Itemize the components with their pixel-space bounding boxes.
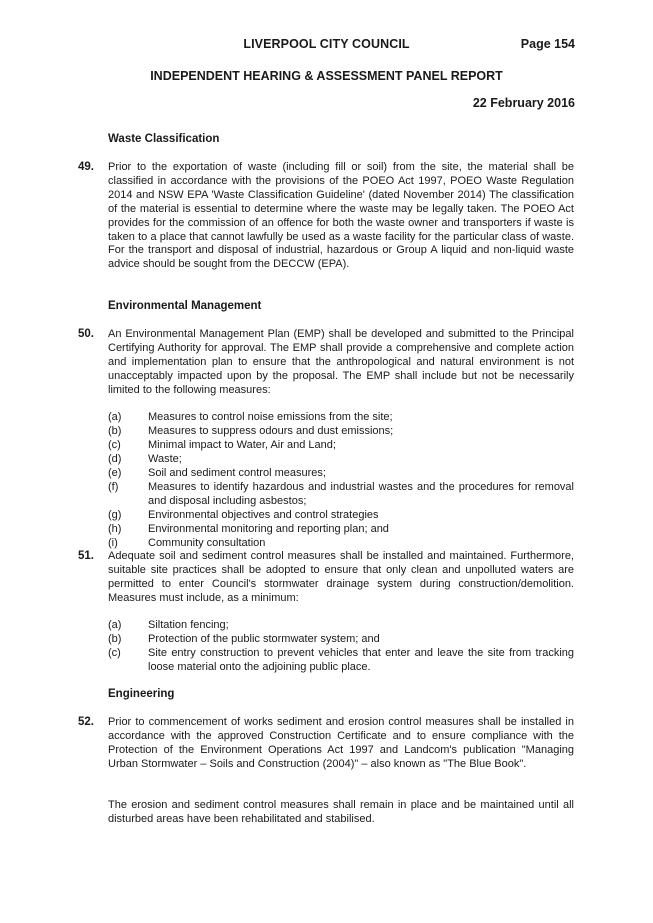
list-item-label: (d): [108, 453, 122, 465]
list-item-label: (c): [108, 439, 121, 451]
heading-environmental-management: Environmental Management: [108, 300, 262, 312]
list-item-label: (b): [108, 633, 122, 645]
list-item-text: Community consultation: [148, 537, 266, 549]
condition-number-51: 51.: [78, 550, 94, 562]
condition-number-49: 49.: [78, 161, 94, 173]
page-number: Page 154: [520, 37, 575, 51]
list-item: [108, 411, 574, 425]
list-item: [108, 633, 574, 647]
condition-52-text: Prior to commencement of works sediment and erosion control measures shall be installed in accordance with the approved Construction Certificate and to ensure compliance with the Protection of the Environment Operations Act 1997 and Landcom's publication "Managing Urban Stormwater – Soils and Construction (2004)" – also known as "The Blue Book".: [108, 716, 574, 770]
list-item-label: (g): [108, 509, 122, 521]
list-item-label: (e): [108, 467, 122, 479]
list-item: [108, 481, 574, 509]
report-title: INDEPENDENT HEARING & ASSESSMENT PANEL REPORT: [150, 69, 503, 83]
list-item: [108, 619, 574, 633]
list-item-label: (f): [108, 481, 119, 493]
list-item: [108, 439, 574, 453]
council-name: LIVERPOOL CITY COUNCIL: [243, 37, 410, 51]
condition-number-52: 52.: [78, 716, 94, 728]
heading-waste-classification: Waste Classification: [108, 133, 220, 145]
list-item-text: Waste;: [148, 453, 182, 465]
list-item-label: (i): [108, 537, 118, 549]
heading-engineering: Engineering: [108, 688, 175, 700]
list-item-label: (b): [108, 425, 122, 437]
list-item-text: Siltation fencing;: [148, 619, 229, 631]
list-item-label: (c): [108, 647, 121, 659]
list-item: [108, 537, 574, 551]
report-date: 22 February 2016: [472, 96, 575, 110]
list-item-text: Measures to control noise emissions from the site;: [148, 411, 393, 423]
list-item: [108, 509, 574, 523]
list-item-text: Protection of the public stormwater system; and: [148, 633, 380, 645]
list-item-text: Environmental objectives and control strategies: [148, 509, 379, 521]
condition-50-text: An Environmental Management Plan (EMP) shall be developed and submitted to the Principal Certifying Authority for approval. The EMP shall provide a comprehensive and complete action and implementation plan to ensure that the anthropological and natural environment is not unacceptably impacted upon by the proposal. The EMP shall include but not be necessarily limited to the following measures:: [108, 328, 574, 396]
list-item: [108, 647, 574, 675]
condition-number-50: 50.: [78, 328, 94, 340]
list-item-label: (h): [108, 523, 122, 535]
list-item: [108, 523, 574, 537]
condition-49-text: Prior to the exportation of waste (including fill or soil) from the site, the material shall be classified in accordance with the provisions of the POEO Act 1997, POEO Waste Regulation 2014 and NSW EPA 'Waste Classification Guideline' (dated November 2014) The classification of the material is essential to determine where the waste may be legally taken. The POEO Act provides for the commission of an offence for both the waste owner and transporters if waste is taken to a place that cannot lawfully be used as a waste facility for the particular class of waste. For the transport and disposal of industrial, hazardous or Group A liquid and non-liquid waste advice should be sought from the DECCW (EPA).: [108, 161, 574, 271]
list-item-label: (a): [108, 411, 122, 423]
list-item: [108, 467, 574, 481]
condition-51-text: Adequate soil and sediment control measures shall be installed and maintained. Furthermore, suitable site practices shall be adopted to ensure that only clean and unpolluted waters are permitted to enter Council's stormwater drainage system during construction/demolition. Measures must include, as a minimum:: [108, 550, 574, 604]
list-item-text: Site entry construction to prevent vehicles that enter and leave the site from tracking loose material onto the adjoining public place.: [148, 647, 574, 673]
condition-52-text-continued: The erosion and sediment control measures shall remain in place and be maintained until all disturbed areas have been rehabilitated and stabilised.: [108, 799, 574, 825]
list-item-text: Measures to identify hazardous and industrial wastes and the procedures for removal and disposal including asbestos;: [148, 481, 574, 507]
list-item: [108, 425, 574, 439]
list-item-text: Soil and sediment control measures;: [148, 467, 326, 479]
list-item-text: Measures to suppress odours and dust emissions;: [148, 425, 394, 437]
list-item-label: (a): [108, 619, 122, 631]
list-item-text: Minimal impact to Water, Air and Land;: [148, 439, 336, 451]
list-item: [108, 453, 574, 467]
list-item-text: Environmental monitoring and reporting plan; and: [148, 523, 389, 535]
